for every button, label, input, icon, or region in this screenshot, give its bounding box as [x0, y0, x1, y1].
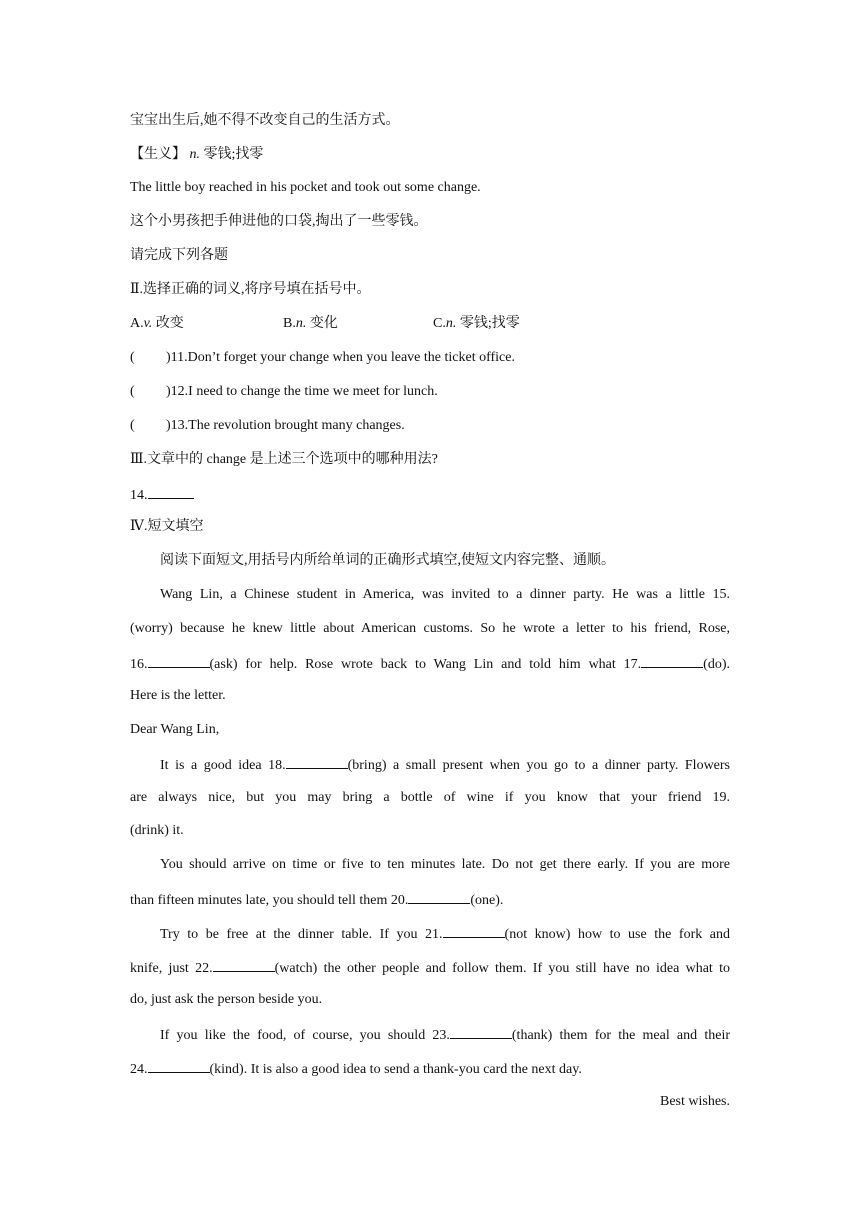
extended-meaning-line [130, 145, 730, 165]
passage-line: You should arrive on time or five to ten minutes late. Do not get there early. If you are more [160, 857, 730, 872]
example-translation-2: 这个小男孩把手伸进他的口袋,掏出了一些零钱。 [130, 214, 428, 229]
answer-blank[interactable] [148, 1058, 210, 1073]
part-of-speech: n. [189, 147, 200, 162]
answer-bracket[interactable]: ( [130, 350, 135, 365]
meaning-text: 零钱;找零 [203, 147, 264, 162]
answer-bracket[interactable]: ( [130, 418, 135, 433]
passage-line: are always nice, but you may bring a bottle of wine if you know that your friend 19. [130, 790, 730, 805]
extended-meaning-label: 【生义】 [130, 147, 186, 162]
question-13: ( )13.The revolution brought many changes. [130, 416, 730, 436]
option-b: B.n. 变化 [283, 316, 338, 331]
passage-line: knife, just 22. (watch) the other people and follow them. If you still have no idea what to [130, 957, 730, 979]
answer-blank[interactable] [148, 653, 210, 668]
passage-line: 16. (ask) for help. Rose wrote back to Wang Lin and told him what 17. (do). [130, 653, 730, 675]
options-row [130, 314, 730, 334]
answer-bracket[interactable]: ( [130, 384, 135, 399]
instruction-line: 请完成下列各题 [130, 248, 228, 263]
passage-line: Wang Lin, a Chinese student in America, was invited to a dinner party. He was a little 15. [160, 587, 730, 602]
passage-line: (drink) it. [130, 823, 184, 838]
letter-closing: Best wishes. [660, 1094, 730, 1109]
letter-salutation: Dear Wang Lin, [130, 722, 220, 737]
passage-line: Try to be free at the dinner table. If you 21. (not know) how to use the fork and [130, 923, 730, 945]
question-12: ( )12.I need to change the time we meet for lunch. [130, 382, 730, 402]
passage-line: than fifteen minutes late, you should tell them 20. (one). [130, 889, 730, 911]
passage-line: do, just ask the person beside you. [130, 992, 323, 1007]
option-c: C.n. 零钱;找零 [433, 316, 520, 331]
answer-blank[interactable] [450, 1024, 512, 1039]
section-3-heading: Ⅲ.文章中的 change 是上述三个选项中的哪种用法? [130, 452, 438, 467]
passage-line: It is a good idea 18. (bring) a small present when you go to a dinner party. Flowers [130, 754, 730, 776]
passage-line: (worry) because he knew little about American customs. So he wrote a letter to his friend, Rose, [130, 621, 730, 636]
example-sentence: The little boy reached in his pocket and took out some change. [130, 180, 481, 195]
section-4-heading: Ⅳ.短文填空 [130, 519, 204, 534]
passage-line: If you like the food, of course, you should 23. (thank) them for the meal and their [130, 1024, 730, 1046]
answer-blank[interactable] [443, 923, 505, 938]
example-translation-1: 宝宝出生后,她不得不改变自己的生活方式。 [130, 113, 400, 128]
section-2-heading: Ⅱ.选择正确的词义,将序号填在括号中。 [130, 282, 371, 297]
answer-blank[interactable] [148, 484, 194, 499]
passage-line: 24. (kind). It is also a good idea to send a thank-you card the next day. [130, 1058, 730, 1080]
question-11: ( )11.Don’t forget your change when you leave the ticket office. [130, 348, 730, 368]
passage-line: Here is the letter. [130, 688, 226, 703]
question-14: 14. [130, 484, 730, 506]
answer-blank[interactable] [408, 889, 470, 904]
answer-blank[interactable] [213, 957, 275, 972]
answer-blank[interactable] [641, 653, 703, 668]
option-a: A.v. 改变 [130, 316, 184, 331]
section-4-instruction: 阅读下面短文,用括号内所给单词的正确形式填空,使短文内容完整、通顺。 [160, 553, 615, 568]
answer-blank[interactable] [286, 754, 348, 769]
